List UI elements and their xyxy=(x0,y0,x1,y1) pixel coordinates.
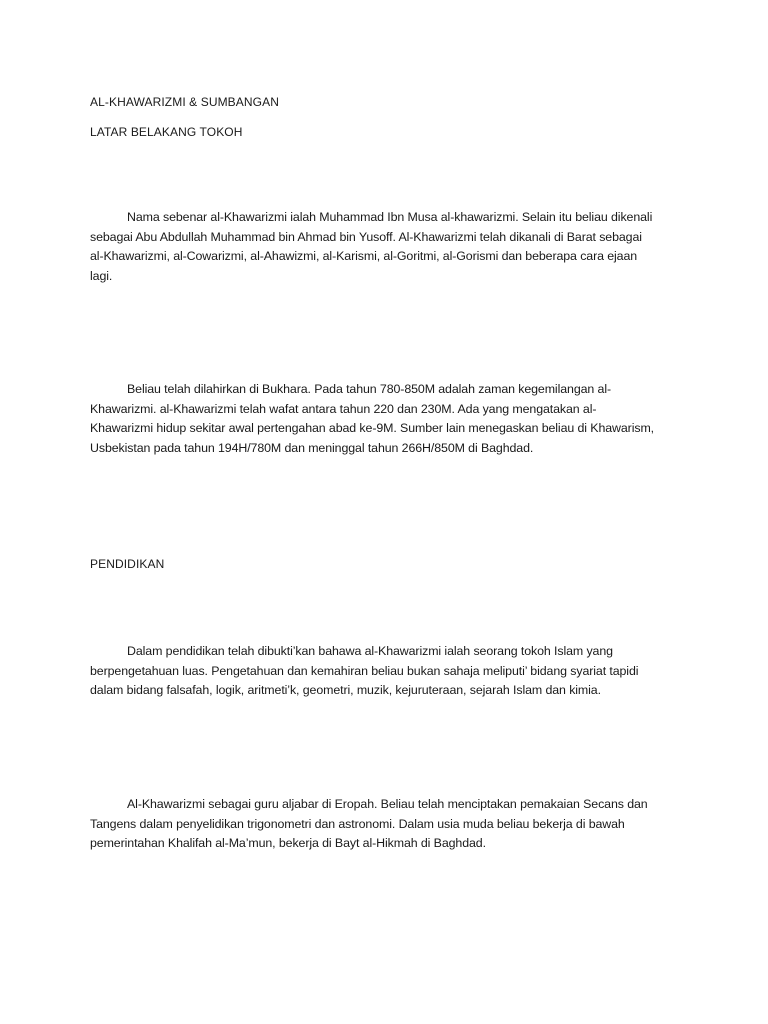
paragraph-line: Khawarizmi. al-Khawarizmi telah wafat antara tahun 220 dan 230M. Ada yang mengatakan al- xyxy=(90,401,597,416)
paragraph-1 xyxy=(90,208,690,286)
paragraph-line: Nama sebenar al-Khawarizmi ialah Muhammad Ibn Musa al-khawarizmi. Selain itu beliau dikenali xyxy=(127,210,653,224)
section-heading-latar-belakang: LATAR BELAKANG TOKOH xyxy=(90,125,243,139)
paragraph-line: pemerintahan Khalifah al-Ma’mun, bekerja di Bayt al-Hikmah di Baghdad. xyxy=(90,836,486,850)
paragraph-line: Beliau telah dilahirkan di Bukhara. Pada tahun 780-850M adalah zaman kegemilangan al- xyxy=(127,382,612,396)
paragraph-line: sebagai Abu Abdullah Muhammad bin Ahmad bin Yusoff. Al-Khawarizmi telah dikanali di Barat sebagai xyxy=(90,229,642,244)
paragraph-3 xyxy=(90,642,690,701)
paragraph-line: Tangens dalam penyelidikan trigonometri dan astronomi. Dalam usia muda beliau bekerja di bawah xyxy=(90,816,625,831)
paragraph-line: Al-Khawarizmi sebagai guru aljabar di Eropah. Beliau telah menciptakan pemakaian Secans dan xyxy=(127,797,648,811)
section-heading-pendidikan: PENDIDIKAN xyxy=(90,557,165,571)
paragraph-4 xyxy=(90,795,690,854)
paragraph-2 xyxy=(90,380,690,458)
paragraph-line: lagi. xyxy=(90,268,113,283)
document-title: AL-KHAWARIZMI & SUMBANGAN xyxy=(90,95,279,109)
paragraph-line: dalam bidang falsafah, logik, aritmeti’k, geometri, muzik, kejuruteraan, sejarah Islam dan kimia. xyxy=(90,683,601,697)
paragraph-line: Dalam pendidikan telah dibukti’kan bahawa al-Khawarizmi ialah seorang tokoh Islam yang xyxy=(127,644,613,658)
paragraph-line: berpengetahuan luas. Pengetahuan dan kemahiran beliau bukan sahaja meliputi’ bidang syariat tapidi xyxy=(90,663,639,678)
paragraph-line: al-Khawarizmi, al-Cowarizmi, al-Ahawizmi, al-Karismi, al-Goritmi, al-Gorismi dan beberapa cara ejaan xyxy=(90,249,638,263)
paragraph-line: Khawarizmi hidup sekitar awal pertengahan abad ke-9M. Sumber lain menegaskan beliau di Khawarism, xyxy=(90,421,655,435)
paragraph-line: Usbekistan pada tahun 194H/780M dan meninggal tahun 266H/850M di Baghdad. xyxy=(90,440,534,455)
